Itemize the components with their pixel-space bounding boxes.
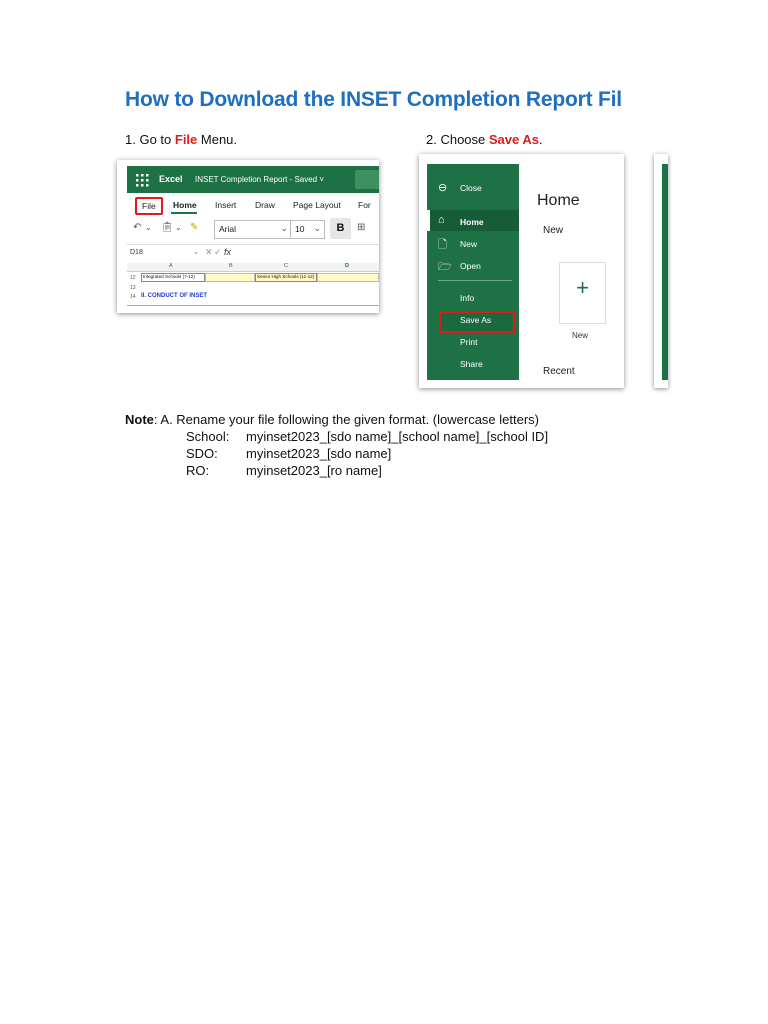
enter-icon[interactable]: ✓ [214,247,222,257]
nav-item-print[interactable]: Print [460,337,478,347]
new-file-icon[interactable]: 🗋︎ [438,239,447,251]
clipboard-icon[interactable]: 📋︎ [161,222,174,233]
ribbon-tabs [127,193,379,215]
page-title: How to Download the INSET Completion Report Fil [125,88,622,111]
nav-item-info[interactable]: Info [460,293,475,303]
active-tab-indicator [171,212,197,214]
note-label: Note [125,412,154,427]
column-header-d[interactable]: D [345,263,349,269]
font-size-select[interactable] [290,220,325,239]
tab-home[interactable]: Home [173,200,197,210]
divider [127,305,379,306]
new-section-label: New [543,225,564,236]
new-blank-workbook-tile[interactable] [559,262,606,324]
cell-d12[interactable] [317,273,379,282]
format-label-ro: RO: [186,463,210,478]
nav-item-share[interactable]: Share [460,359,483,369]
format-label-school: School: [186,429,230,444]
cell-a12[interactable]: Integrated Schools (7-12) [141,273,205,282]
step-2-highlight: Save As [488,132,539,147]
format-value-ro: myinset2023_[ro name] [246,463,382,478]
nav-item-home[interactable]: Home [460,217,484,227]
tab-page-layout[interactable]: Page Layout [293,200,341,210]
formula-bar [127,244,379,264]
font-name-select[interactable] [214,220,292,239]
step-1-suffix: Menu. [197,132,238,147]
tab-draw[interactable]: Draw [255,200,275,210]
tab-formulas[interactable]: For [358,200,371,210]
back-arrow-icon[interactable]: ⊖ [438,182,448,194]
font-size-value: 10 [295,224,305,234]
insert-function-icon[interactable]: fx [224,247,232,257]
bold-button[interactable]: B [330,218,351,239]
font-name-value: Arial [219,224,237,234]
borders-icon[interactable]: ⊞ [357,222,366,233]
third-screenshot-partial [654,154,668,388]
row-number-12[interactable]: 12 [130,275,136,281]
step-1-prefix: 1. Go to [125,132,175,147]
nav-item-open[interactable]: Open [460,261,481,271]
cell-b12[interactable] [205,273,255,282]
name-box-chevron-icon[interactable]: ⌄ [193,249,199,256]
format-value-school: myinset2023_[sdo name]_[school name]_[school ID] [246,429,549,444]
backstage-home-title: Home [537,192,580,209]
backstage-screenshot [419,154,624,388]
name-box[interactable]: D18 [130,249,143,256]
document-name[interactable]: INSET Completion Report - Saved ˅ [195,175,325,184]
cell-a14[interactable]: II. CONDUCT OF INSET [141,293,207,299]
nav-selected-indicator [427,210,430,231]
note-text: : A. Rename your file following the given format. (lowercase letters) [153,412,540,427]
row-number-13[interactable]: 13 [130,285,136,291]
cancel-icon[interactable]: ✕ [205,247,213,257]
column-header-c[interactable]: C [284,263,288,269]
row-number-14[interactable]: 14 [130,294,136,300]
divider [438,280,512,281]
chevron-down-icon: ⌄ [280,223,288,233]
column-headers [127,263,379,272]
excel-title-bar [127,166,379,193]
nav-item-save-as[interactable]: Save As [460,315,492,325]
backstage-nav-partial [662,164,668,380]
nav-item-close[interactable]: Close [460,183,482,193]
step-1-highlight: File [174,132,198,147]
nav-item-new[interactable]: New [460,239,478,249]
recent-section-label: Recent [543,366,575,377]
new-tile-caption: New [572,331,589,340]
step-2-prefix: 2. Choose [426,132,489,147]
format-painter-icon[interactable]: ✎ [190,222,199,233]
ribbon-toolbar [127,216,379,243]
excel-app-name: Excel [159,174,183,184]
column-header-b[interactable]: B [229,263,233,269]
open-folder-icon[interactable]: 🗁︎ [438,261,452,273]
backstage-nav [427,164,519,380]
undo-icon[interactable]: ↶ [133,222,142,233]
spreadsheet-grid [127,263,379,311]
step-1-caption [125,132,237,147]
share-button[interactable] [355,170,379,189]
plus-icon: + [576,275,589,300]
chevron-down-icon: ⌄ [313,223,321,233]
step-2-caption [426,132,543,147]
app-launcher-icon[interactable] [132,170,152,190]
tab-file[interactable]: File [135,197,163,215]
step-2-suffix: . [538,132,543,147]
column-header-a[interactable]: A [169,263,173,269]
excel-screenshot [117,160,379,313]
note-paragraph [125,412,539,427]
tab-insert[interactable]: Insert [215,200,237,210]
undo-dropdown-icon[interactable]: ⌄ [145,223,152,232]
cell-c12[interactable]: Senior High Schools (11-12) [255,273,317,282]
clipboard-dropdown-icon[interactable]: ⌄ [175,223,182,232]
format-label-sdo: SDO: [186,446,218,461]
format-value-sdo: myinset2023_[sdo name] [246,446,392,461]
home-icon[interactable]: ⌂ [438,214,445,226]
